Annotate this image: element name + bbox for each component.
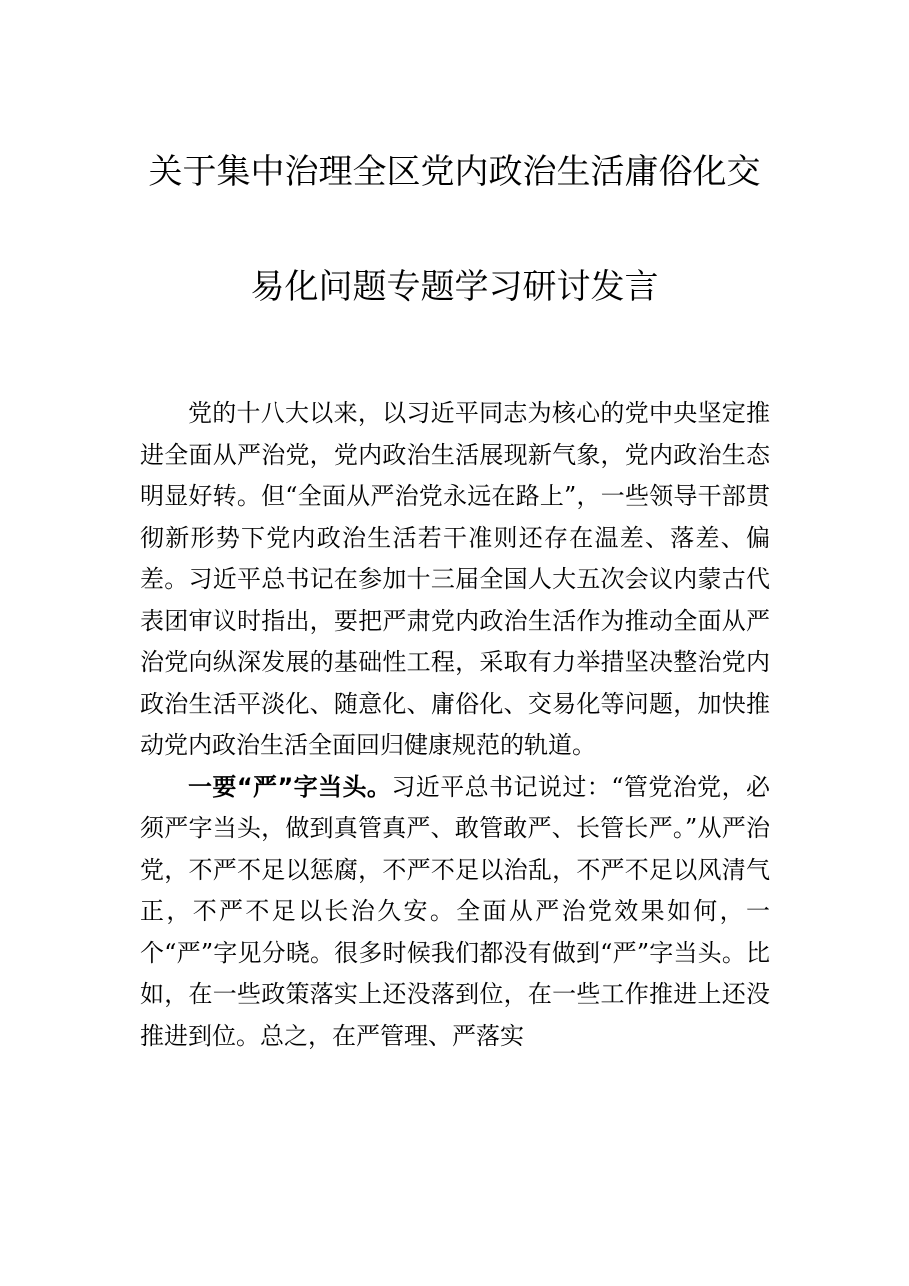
document-body bbox=[140, 393, 770, 1057]
document-title-line-2: 易化问题专题学习研讨发言 bbox=[250, 267, 659, 307]
document-title-line-1: 关于集中治理全区党内政治生活庸俗化交 bbox=[148, 152, 761, 192]
body-paragraph-1: 党的十八大以来，以习近平同志为核心的党中央坚定推进全面从严治党，党内政治生活展现新气象，党内政治生态明显好转。但“全面从严治党永远在路上”，一些领导干部贯彻新形势下党内政治生活若干准则还存在温差、落差、偏差。习近平总书记在参加十三届全国人大五次会议内蒙古代表团审议时指出，要把严肃党内政治生活作为推动全面从严治党向纵深发展的基础性工程，采取有力举措坚决整治党内政治生活平淡化、随意化、庸俗化、交易化等问题，加快推动党内政治生活全面回归健康规范的轨道。 bbox=[140, 399, 770, 759]
paragraph-lead-heading: 一要“严”字当头。 bbox=[188, 772, 392, 801]
paragraph-2-text: 习近平总书记说过：“管党治党，必须严字当头，做到真管真严、敢管敢严、长管长严。”从严治党，不严不足以惩腐，不严不足以治乱，不严不足以风清气正，不严不足以长治久安。全面从严治党效果如何，一个“严”字见分晓。很多时候我们都没有做到“严”字当头。比如，在一些政策落实上还没落到位，在一些工作推进上还没推进到位。总之，在严管理、严落实 bbox=[140, 772, 771, 1050]
body-paragraph-2 bbox=[140, 767, 770, 1058]
